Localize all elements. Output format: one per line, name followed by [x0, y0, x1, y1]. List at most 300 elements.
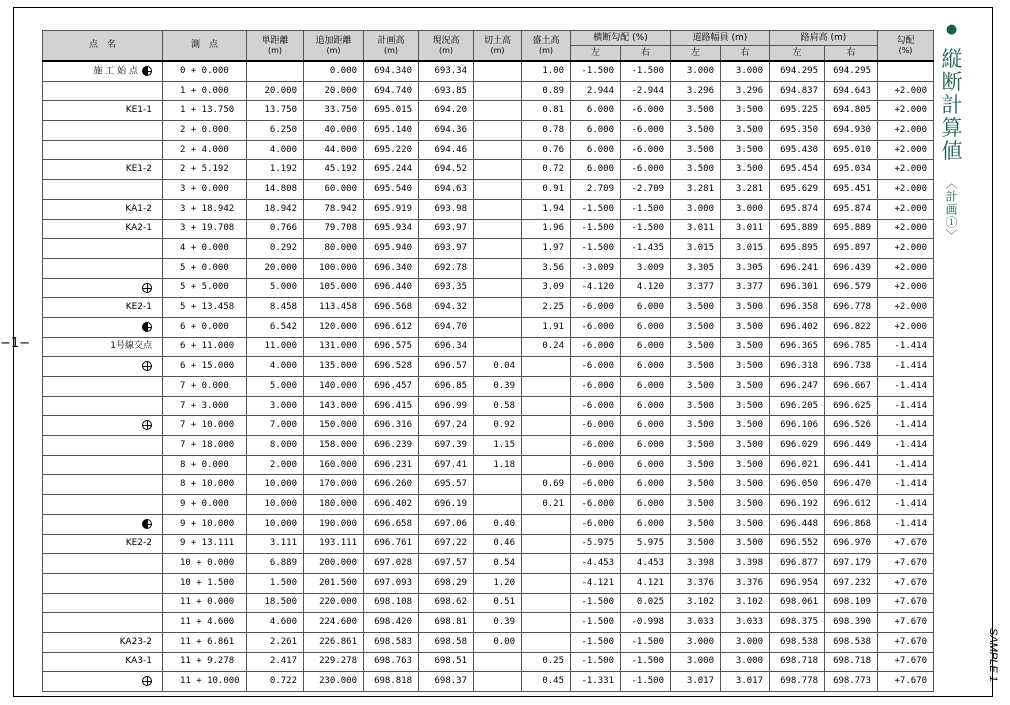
plan-height-cell: 695.540: [364, 180, 419, 200]
gradient-cell: -1.414: [878, 416, 934, 436]
shoulder-left-cell: 696.029: [770, 436, 825, 456]
gradient-cell: +7.670: [878, 632, 934, 652]
single-distance-cell: 0.292: [247, 239, 304, 259]
station-cell: 9 + 13.111: [163, 534, 247, 554]
plan-height-cell: 695.220: [364, 140, 419, 160]
header-station: 測 点: [163, 31, 247, 62]
shoulder-left-cell: 695.889: [770, 219, 825, 239]
width-right-cell: 3.017: [721, 672, 770, 692]
width-right-cell: 3.000: [721, 61, 770, 81]
slope-right-cell: 6.000: [621, 495, 671, 515]
width-right-cell: 3.281: [721, 180, 770, 200]
fill-height-cell: 1.00: [522, 61, 571, 81]
shoulder-right-cell: 696.612: [825, 495, 878, 515]
point-name-cell: [43, 337, 163, 357]
cut-height-cell: [474, 81, 522, 101]
shoulder-right-cell: 697.179: [825, 554, 878, 574]
fill-height-cell: 0.69: [522, 475, 571, 495]
slope-left-cell: -6.000: [571, 436, 621, 456]
plan-height-cell: 696.658: [364, 514, 419, 534]
width-left-cell: 3.500: [671, 160, 721, 180]
header-slope-left: 左: [571, 46, 621, 62]
single-distance-cell: 14.808: [247, 180, 304, 200]
current-height-cell: 692.78: [419, 258, 474, 278]
single-distance-cell: 2.000: [247, 455, 304, 475]
slope-left-cell: -4.121: [571, 573, 621, 593]
width-left-cell: 3.281: [671, 180, 721, 200]
point-name-text: KE2-1: [125, 302, 152, 313]
plan-height-cell: 696.761: [364, 534, 419, 554]
shoulder-right-cell: 698.390: [825, 613, 878, 633]
cut-height-cell: 0.04: [474, 357, 522, 377]
shoulder-left-cell: 695.225: [770, 101, 825, 121]
current-height-cell: 693.97: [419, 219, 474, 239]
table-row: [43, 239, 934, 259]
fill-height-cell: [522, 593, 571, 613]
table-row: [43, 180, 934, 200]
title-main: 縦断計算値: [939, 47, 963, 163]
point-name-text: KA23-2: [119, 636, 152, 647]
point-name-cell: [43, 219, 163, 239]
current-height-cell: 693.97: [419, 239, 474, 259]
point-name-text: KA2-1: [125, 223, 152, 234]
current-height-cell: 697.24: [419, 416, 474, 436]
plan-height-cell: 694.340: [364, 61, 419, 81]
slope-right-cell: -1.500: [621, 61, 671, 81]
single-distance-cell: 18.942: [247, 199, 304, 219]
survey-mark-icon: [142, 676, 152, 686]
table-row: [43, 652, 934, 672]
shoulder-right-cell: 696.970: [825, 534, 878, 554]
single-distance-cell: 11.000: [247, 337, 304, 357]
point-name-cell: [43, 160, 163, 180]
current-height-cell: 694.20: [419, 101, 474, 121]
cut-height-cell: [474, 672, 522, 692]
shoulder-left-cell: 695.895: [770, 239, 825, 259]
width-right-cell: 3.500: [721, 534, 770, 554]
single-distance-cell: 1.192: [247, 160, 304, 180]
station-cell: 8 + 0.000: [163, 455, 247, 475]
current-height-cell: 698.62: [419, 593, 474, 613]
slope-left-cell: -6.000: [571, 317, 621, 337]
single-distance-cell: 6.250: [247, 121, 304, 141]
survey-mark-icon: [142, 322, 152, 332]
width-left-cell: 3.500: [671, 121, 721, 141]
point-name-cell: [43, 632, 163, 652]
width-right-cell: 3.500: [721, 436, 770, 456]
shoulder-left-cell: 695.350: [770, 121, 825, 141]
additional-distance-cell: 150.000: [304, 416, 364, 436]
gradient-cell: +2.000: [878, 258, 934, 278]
station-cell: 2 + 5.192: [163, 160, 247, 180]
additional-distance-cell: 20.000: [304, 81, 364, 101]
fill-height-cell: [522, 357, 571, 377]
point-name-cell: [43, 298, 163, 318]
slope-left-cell: 6.000: [571, 101, 621, 121]
additional-distance-cell: 220.000: [304, 593, 364, 613]
station-cell: 6 + 0.000: [163, 317, 247, 337]
point-name-cell: [43, 593, 163, 613]
point-name-cell: [43, 416, 163, 436]
shoulder-right-cell: 695.451: [825, 180, 878, 200]
fill-height-cell: 3.56: [522, 258, 571, 278]
slope-left-cell: -4.453: [571, 554, 621, 574]
cut-height-cell: 0.40: [474, 514, 522, 534]
slope-right-cell: -2.944: [621, 81, 671, 101]
shoulder-right-cell: 698.109: [825, 593, 878, 613]
fill-height-cell: [522, 534, 571, 554]
shoulder-right-cell: 696.579: [825, 278, 878, 298]
width-right-cell: 3.500: [721, 357, 770, 377]
shoulder-left-cell: 696.448: [770, 514, 825, 534]
gradient-cell: -1.414: [878, 495, 934, 515]
current-height-cell: 697.06: [419, 514, 474, 534]
width-left-cell: 3.500: [671, 298, 721, 318]
width-left-cell: 3.500: [671, 317, 721, 337]
station-cell: 3 + 19.708: [163, 219, 247, 239]
fill-height-cell: [522, 514, 571, 534]
station-cell: 9 + 0.000: [163, 495, 247, 515]
additional-distance-cell: 140.000: [304, 377, 364, 397]
cut-height-cell: 1.20: [474, 573, 522, 593]
point-name-text: KA3-1: [125, 656, 152, 667]
fill-height-cell: 0.89: [522, 81, 571, 101]
slope-left-cell: -6.000: [571, 495, 621, 515]
fill-height-cell: 0.76: [522, 140, 571, 160]
current-height-cell: 697.39: [419, 436, 474, 456]
shoulder-left-cell: 694.837: [770, 81, 825, 101]
slope-right-cell: 6.000: [621, 436, 671, 456]
fill-height-cell: 0.81: [522, 101, 571, 121]
plan-height-cell: 697.093: [364, 573, 419, 593]
fill-height-cell: 0.24: [522, 337, 571, 357]
current-height-cell: 693.35: [419, 278, 474, 298]
gradient-cell: +7.670: [878, 593, 934, 613]
single-distance-cell: 2.261: [247, 632, 304, 652]
survey-mark-icon: [142, 283, 152, 293]
slope-left-cell: -6.000: [571, 514, 621, 534]
current-height-cell: 696.99: [419, 396, 474, 416]
plan-height-cell: 696.575: [364, 337, 419, 357]
slope-right-cell: 4.453: [621, 554, 671, 574]
single-distance-cell: 6.889: [247, 554, 304, 574]
point-name-cell: [43, 258, 163, 278]
slope-left-cell: -1.500: [571, 652, 621, 672]
width-right-cell: 3.305: [721, 258, 770, 278]
cut-height-cell: 0.46: [474, 534, 522, 554]
additional-distance-cell: 44.000: [304, 140, 364, 160]
table-row: [43, 298, 934, 318]
fill-height-cell: 2.25: [522, 298, 571, 318]
plan-height-cell: 698.108: [364, 593, 419, 613]
point-name-cell: [43, 81, 163, 101]
table-row: [43, 101, 934, 121]
point-name-text: KE1-1: [125, 105, 152, 116]
shoulder-left-cell: 696.205: [770, 396, 825, 416]
width-left-cell: 3.305: [671, 258, 721, 278]
gradient-cell: +2.000: [878, 180, 934, 200]
current-height-cell: 698.51: [419, 652, 474, 672]
sample-label: SAMPLE 1: [987, 628, 999, 682]
fill-height-cell: [522, 632, 571, 652]
shoulder-left-cell: 696.247: [770, 377, 825, 397]
table-row: [43, 199, 934, 219]
shoulder-left-cell: 696.358: [770, 298, 825, 318]
slope-right-cell: 6.000: [621, 317, 671, 337]
single-distance-cell: 7.000: [247, 416, 304, 436]
point-name-cell: [43, 573, 163, 593]
additional-distance-cell: 135.000: [304, 357, 364, 377]
width-right-cell: 3.500: [721, 101, 770, 121]
station-cell: 7 + 0.000: [163, 377, 247, 397]
gradient-cell: -1.414: [878, 475, 934, 495]
cut-height-cell: [474, 121, 522, 141]
slope-left-cell: 2.709: [571, 180, 621, 200]
width-right-cell: 3.377: [721, 278, 770, 298]
slope-right-cell: 4.121: [621, 573, 671, 593]
shoulder-left-cell: 698.718: [770, 652, 825, 672]
fill-height-cell: 0.45: [522, 672, 571, 692]
slope-right-cell: -1.500: [621, 219, 671, 239]
shoulder-right-cell: 695.874: [825, 199, 878, 219]
shoulder-left-cell: 696.241: [770, 258, 825, 278]
slope-right-cell: 6.000: [621, 416, 671, 436]
table-row: [43, 160, 934, 180]
survey-mark-icon: [142, 361, 152, 371]
cut-height-cell: 0.51: [474, 593, 522, 613]
shoulder-left-cell: 696.050: [770, 475, 825, 495]
single-distance-cell: [247, 61, 304, 81]
additional-distance-cell: 80.000: [304, 239, 364, 259]
width-left-cell: 3.500: [671, 140, 721, 160]
survey-mark-icon: [142, 66, 152, 76]
shoulder-right-cell: 698.538: [825, 632, 878, 652]
point-name-cell: [43, 317, 163, 337]
width-left-cell: 3.376: [671, 573, 721, 593]
plan-height-cell: 695.940: [364, 239, 419, 259]
cut-height-cell: 0.39: [474, 377, 522, 397]
slope-right-cell: -1.500: [621, 672, 671, 692]
table-row: [43, 317, 934, 337]
slope-right-cell: 4.120: [621, 278, 671, 298]
slope-right-cell: -1.500: [621, 199, 671, 219]
gradient-cell: +2.000: [878, 121, 934, 141]
width-left-cell: 3.500: [671, 455, 721, 475]
additional-distance-cell: 170.000: [304, 475, 364, 495]
shoulder-left-cell: 696.954: [770, 573, 825, 593]
current-height-cell: 694.46: [419, 140, 474, 160]
single-distance-cell: 10.000: [247, 495, 304, 515]
shoulder-right-cell: 694.643: [825, 81, 878, 101]
single-distance-cell: 0.766: [247, 219, 304, 239]
plan-height-cell: 698.420: [364, 613, 419, 633]
single-distance-cell: 8.000: [247, 436, 304, 456]
plan-height-cell: 697.028: [364, 554, 419, 574]
additional-distance-cell: 45.192: [304, 160, 364, 180]
slope-right-cell: -6.000: [621, 101, 671, 121]
header-single-distance: 単距離 (m): [247, 31, 304, 62]
single-distance-cell: 13.750: [247, 101, 304, 121]
width-right-cell: 3.000: [721, 199, 770, 219]
cut-height-cell: 0.39: [474, 613, 522, 633]
width-right-cell: 3.500: [721, 396, 770, 416]
slope-right-cell: 6.000: [621, 337, 671, 357]
gradient-cell: +7.670: [878, 652, 934, 672]
current-height-cell: 698.81: [419, 613, 474, 633]
header-cross-slope: 横断勾配 (%): [571, 31, 671, 46]
slope-left-cell: -6.000: [571, 298, 621, 318]
cut-height-cell: [474, 61, 522, 81]
slope-left-cell: -1.500: [571, 61, 621, 81]
additional-distance-cell: 224.600: [304, 613, 364, 633]
cut-height-cell: [474, 475, 522, 495]
table-row: [43, 593, 934, 613]
shoulder-right-cell: 694.295: [825, 61, 878, 81]
slope-right-cell: 5.975: [621, 534, 671, 554]
width-left-cell: 3.398: [671, 554, 721, 574]
table-row: [43, 140, 934, 160]
station-cell: 10 + 1.500: [163, 573, 247, 593]
shoulder-left-cell: 694.295: [770, 61, 825, 81]
single-distance-cell: 4.000: [247, 140, 304, 160]
cut-height-cell: [474, 101, 522, 121]
current-height-cell: 698.58: [419, 632, 474, 652]
width-right-cell: 3.500: [721, 337, 770, 357]
slope-right-cell: -1.435: [621, 239, 671, 259]
width-right-cell: 3.000: [721, 632, 770, 652]
current-height-cell: 693.85: [419, 81, 474, 101]
header-fill-height: 盛土高 (m): [522, 31, 571, 62]
single-distance-cell: 5.000: [247, 278, 304, 298]
width-left-cell: 3.011: [671, 219, 721, 239]
station-cell: 4 + 0.000: [163, 239, 247, 259]
fill-height-cell: 0.25: [522, 652, 571, 672]
point-name-cell: [43, 199, 163, 219]
point-name-cell: [43, 140, 163, 160]
width-left-cell: 3.033: [671, 613, 721, 633]
additional-distance-cell: 158.000: [304, 436, 364, 456]
single-distance-cell: 10.000: [247, 514, 304, 534]
plan-height-cell: 696.340: [364, 258, 419, 278]
plan-height-cell: 696.239: [364, 436, 419, 456]
table-row: [43, 219, 934, 239]
point-name-cell: [43, 357, 163, 377]
cut-height-cell: 0.00: [474, 632, 522, 652]
width-left-cell: 3.000: [671, 199, 721, 219]
shoulder-left-cell: 696.318: [770, 357, 825, 377]
slope-right-cell: -6.000: [621, 160, 671, 180]
slope-left-cell: -1.500: [571, 613, 621, 633]
current-height-cell: 697.41: [419, 455, 474, 475]
cut-height-cell: [474, 495, 522, 515]
shoulder-right-cell: 698.718: [825, 652, 878, 672]
table-row: [43, 81, 934, 101]
table-row: [43, 377, 934, 397]
gradient-cell: -1.414: [878, 377, 934, 397]
width-right-cell: 3.500: [721, 495, 770, 515]
cut-height-cell: [474, 278, 522, 298]
shoulder-right-cell: 695.010: [825, 140, 878, 160]
gradient-cell: +7.670: [878, 554, 934, 574]
cut-height-cell: 1.15: [474, 436, 522, 456]
additional-distance-cell: 120.000: [304, 317, 364, 337]
slope-left-cell: -6.000: [571, 357, 621, 377]
point-name-cell: [43, 475, 163, 495]
shoulder-right-cell: 696.625: [825, 396, 878, 416]
slope-left-cell: -1.331: [571, 672, 621, 692]
additional-distance-cell: 200.000: [304, 554, 364, 574]
width-right-cell: 3.102: [721, 593, 770, 613]
shoulder-left-cell: 698.375: [770, 613, 825, 633]
shoulder-left-cell: 696.021: [770, 455, 825, 475]
survey-mark-icon: [142, 519, 152, 529]
station-cell: 7 + 10.000: [163, 416, 247, 436]
gradient-cell: -1.414: [878, 357, 934, 377]
point-name-cell: [43, 377, 163, 397]
plan-height-cell: 698.818: [364, 672, 419, 692]
station-cell: 5 + 5.000: [163, 278, 247, 298]
station-cell: 10 + 0.000: [163, 554, 247, 574]
station-cell: 5 + 0.000: [163, 258, 247, 278]
cut-height-cell: [474, 199, 522, 219]
width-left-cell: 3.000: [671, 652, 721, 672]
slope-left-cell: 2.944: [571, 81, 621, 101]
fill-height-cell: 0.78: [522, 121, 571, 141]
station-cell: 3 + 18.942: [163, 199, 247, 219]
shoulder-right-cell: 696.470: [825, 475, 878, 495]
single-distance-cell: 1.500: [247, 573, 304, 593]
header-plan-height: 計画高 (m): [364, 31, 419, 62]
additional-distance-cell: 190.000: [304, 514, 364, 534]
fill-height-cell: [522, 396, 571, 416]
width-left-cell: 3.500: [671, 514, 721, 534]
cut-height-cell: [474, 337, 522, 357]
shoulder-left-cell: 696.877: [770, 554, 825, 574]
additional-distance-cell: 143.000: [304, 396, 364, 416]
slope-left-cell: -1.500: [571, 219, 621, 239]
header-shoulder-height: 路肩高 (m): [770, 31, 878, 46]
plan-height-cell: 694.740: [364, 81, 419, 101]
cut-height-cell: [474, 258, 522, 278]
point-name-cell: [43, 672, 163, 692]
cut-height-cell: [474, 180, 522, 200]
shoulder-right-cell: 696.778: [825, 298, 878, 318]
point-name-text: KE2-2: [125, 538, 152, 549]
station-cell: 8 + 10.000: [163, 475, 247, 495]
cut-height-cell: 0.54: [474, 554, 522, 574]
additional-distance-cell: 131.000: [304, 337, 364, 357]
slope-left-cell: -1.500: [571, 239, 621, 259]
point-name-cell: [43, 101, 163, 121]
header-width-left: 左: [671, 46, 721, 62]
shoulder-right-cell: 695.889: [825, 219, 878, 239]
shoulder-left-cell: 695.874: [770, 199, 825, 219]
width-left-cell: 3.500: [671, 377, 721, 397]
slope-left-cell: -6.000: [571, 475, 621, 495]
width-right-cell: 3.015: [721, 239, 770, 259]
current-height-cell: 695.57: [419, 475, 474, 495]
width-left-cell: 3.377: [671, 278, 721, 298]
point-name-cell: [43, 514, 163, 534]
fill-height-cell: [522, 613, 571, 633]
single-distance-cell: 6.542: [247, 317, 304, 337]
width-left-cell: 3.296: [671, 81, 721, 101]
fill-height-cell: 0.21: [522, 495, 571, 515]
header-road-width: 道路幅員 (m): [671, 31, 770, 46]
slope-left-cell: -1.500: [571, 632, 621, 652]
table-row: [43, 455, 934, 475]
single-distance-cell: 2.417: [247, 652, 304, 672]
